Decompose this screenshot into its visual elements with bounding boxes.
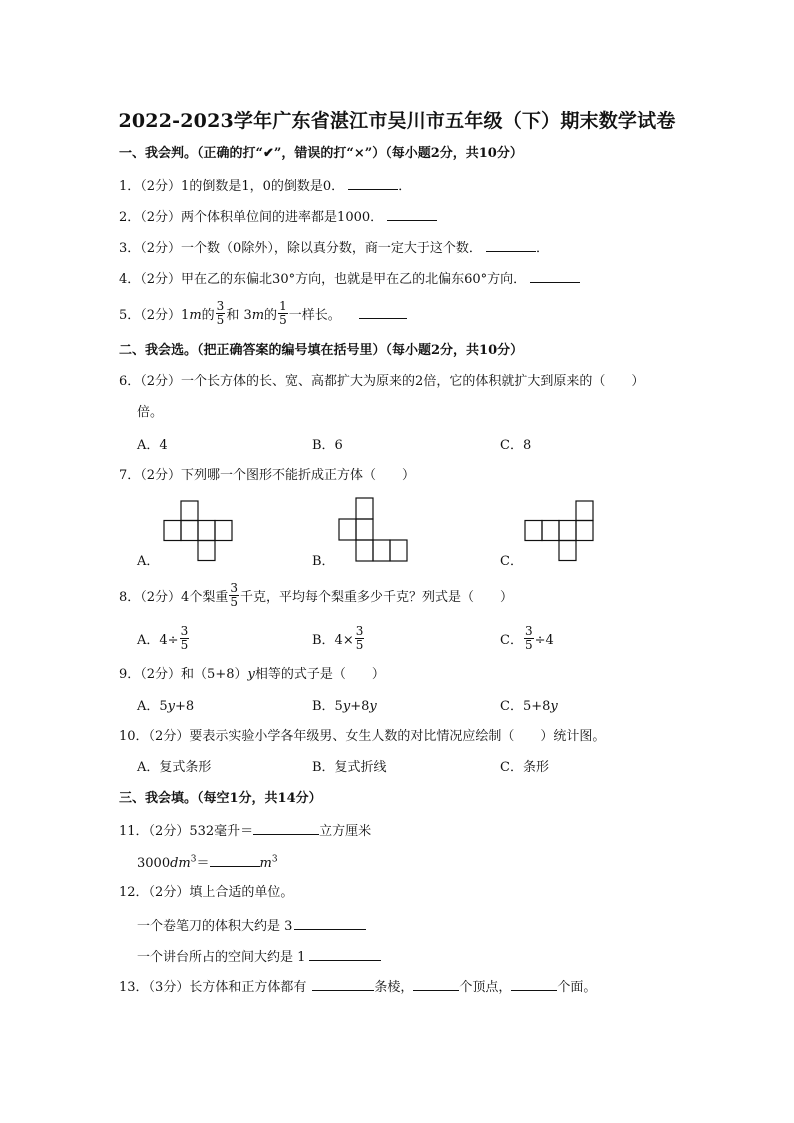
question-8-text-b: 千克，平均每个梨重多少千克？列式是（ ） bbox=[239, 590, 513, 605]
exam-title: 2022-2023学年广东省湛江市吴川市五年级（下）期末数学试卷 bbox=[118, 110, 676, 132]
question-3-text: 3．（2分）一个数（0除外），除以真分数，商一定大于这个数． bbox=[119, 241, 482, 256]
question-5-text-a: 5．（2分）1 bbox=[119, 308, 190, 323]
question-8 bbox=[119, 581, 513, 611]
unit-m: m bbox=[189, 308, 202, 323]
fraction-3-5: $\frac{3}{5}$ bbox=[180, 624, 189, 652]
question-5-of: 的 bbox=[201, 308, 215, 323]
question-2 bbox=[119, 207, 437, 227]
question-11-unit: 立方厘米 bbox=[319, 824, 372, 839]
question-12: 12．（2分）填上合适的单位。 bbox=[119, 885, 294, 900]
q9-option-c[interactable]: C．5+8y bbox=[500, 699, 558, 714]
answer-blank-13a[interactable] bbox=[312, 977, 374, 991]
fraction-3-5: $\frac{3}{5}$ bbox=[216, 299, 225, 327]
section-2-heading: 二、我会选。（把正确答案的编号填在括号里）（每小题2分，共10分） bbox=[119, 343, 524, 358]
question-10: 10．（2分）要表示实验小学各年级男、女生人数的对比情况应绘制（ ）统计图。 bbox=[119, 729, 606, 744]
variable-y: y bbox=[247, 667, 255, 682]
question-11-part-2: $3000dm^3= m^3$ bbox=[137, 854, 278, 871]
answer-blank-1[interactable] bbox=[348, 176, 398, 190]
question-11-text: 11．（2分）532毫升＝ bbox=[119, 824, 254, 839]
fraction-3-5: $\frac{3}{5}$ bbox=[355, 624, 364, 652]
q10-option-a[interactable]: A．复式条形 bbox=[137, 760, 212, 775]
answer-blank-12b[interactable] bbox=[309, 947, 381, 961]
question-1-text: 1．（2分）1的倒数是1，0的倒数是0． bbox=[119, 179, 345, 194]
fraction-3-5: $\frac{3}{5}$ bbox=[524, 624, 533, 652]
fraction-3-5: $\frac{3}{5}$ bbox=[230, 581, 238, 609]
section-1-heading: 一、我会判。（正确的打“✔”，错误的打“×”）（每小题2分，共10分） bbox=[119, 146, 523, 161]
question-12-b: 一个讲台所占的空间大约是 1 bbox=[137, 947, 381, 967]
q6-option-b[interactable]: B．6 bbox=[312, 438, 343, 453]
fraction-1-5: $\frac{1}{5}$ bbox=[279, 299, 287, 327]
answer-blank-13c[interactable] bbox=[511, 977, 557, 991]
question-5-tail: 一样长。 bbox=[288, 308, 341, 323]
q8-option-b[interactable]: B．4× $\frac{3}{5}$ bbox=[312, 624, 364, 652]
q9-option-b[interactable]: B．5y+8y bbox=[312, 699, 377, 714]
q7-option-a[interactable]: A． bbox=[137, 554, 160, 569]
question-4-text: 4．（2分）甲在乙的东偏北30°方向，也就是甲在乙的北偏东60°方向． bbox=[119, 272, 527, 287]
q8-option-c[interactable]: C． $\frac{3}{5}$ ÷4 bbox=[500, 624, 554, 652]
question-5-of-2: 的 bbox=[264, 308, 278, 323]
question-7: 7．（2分）下列哪一个图形不能折成正方体（ ） bbox=[119, 468, 416, 483]
unit-m-2: m bbox=[251, 308, 265, 323]
question-11 bbox=[119, 821, 371, 841]
section-3-heading: 三、我会填。（每空1分，共14分） bbox=[119, 791, 322, 806]
answer-blank-4[interactable] bbox=[530, 269, 580, 283]
question-13: 13．（3分）长方体和正方体都有 条棱， 个顶点， 个面。 bbox=[119, 977, 596, 997]
cube-net-a bbox=[164, 500, 234, 562]
q6-option-a[interactable]: A．4 bbox=[137, 438, 168, 453]
q7-option-c[interactable]: C． bbox=[500, 554, 523, 569]
q9-option-a[interactable]: A．5y+8 bbox=[137, 699, 195, 714]
question-2-text: 2．（2分）两个体积单位间的进率都是1000． bbox=[119, 210, 384, 225]
answer-blank-11b[interactable] bbox=[210, 853, 260, 867]
answer-blank-11a[interactable] bbox=[253, 821, 319, 835]
question-6: 6．（2分）一个长方体的长、宽、高都扩大为原来的2倍，它的体积就扩大到原来的（ ） bbox=[119, 374, 645, 389]
answer-blank-5[interactable] bbox=[359, 305, 407, 319]
q10-option-c[interactable]: C．条形 bbox=[500, 760, 549, 775]
question-4 bbox=[119, 269, 580, 289]
question-1 bbox=[119, 176, 411, 196]
answer-blank-13b[interactable] bbox=[413, 977, 459, 991]
question-1-end: ． bbox=[398, 179, 412, 194]
q8-option-a[interactable]: A．4÷ $\frac{3}{5}$ bbox=[137, 624, 189, 652]
question-6-continued: 倍。 bbox=[137, 405, 164, 420]
question-3 bbox=[119, 238, 549, 258]
answer-blank-12a[interactable] bbox=[294, 916, 366, 930]
q10-option-b[interactable]: B．复式折线 bbox=[312, 760, 387, 775]
answer-blank-2[interactable] bbox=[387, 207, 437, 221]
question-12-a: 一个卷笔刀的体积大约是 3 bbox=[137, 916, 366, 936]
cube-net-b bbox=[339, 497, 409, 563]
question-5 bbox=[119, 299, 407, 329]
q7-option-b[interactable]: B． bbox=[312, 554, 335, 569]
question-3-end: ． bbox=[535, 241, 549, 256]
question-9: 9．（2分）和（5+8）y相等的式子是（ ） bbox=[119, 667, 385, 682]
q6-option-c[interactable]: C．8 bbox=[500, 438, 532, 453]
question-8-text-a: 8．（2分）4个梨重 bbox=[119, 590, 229, 605]
question-5-and: 和 3 bbox=[226, 308, 252, 323]
cube-net-c bbox=[525, 500, 595, 562]
answer-blank-3[interactable] bbox=[486, 238, 536, 252]
